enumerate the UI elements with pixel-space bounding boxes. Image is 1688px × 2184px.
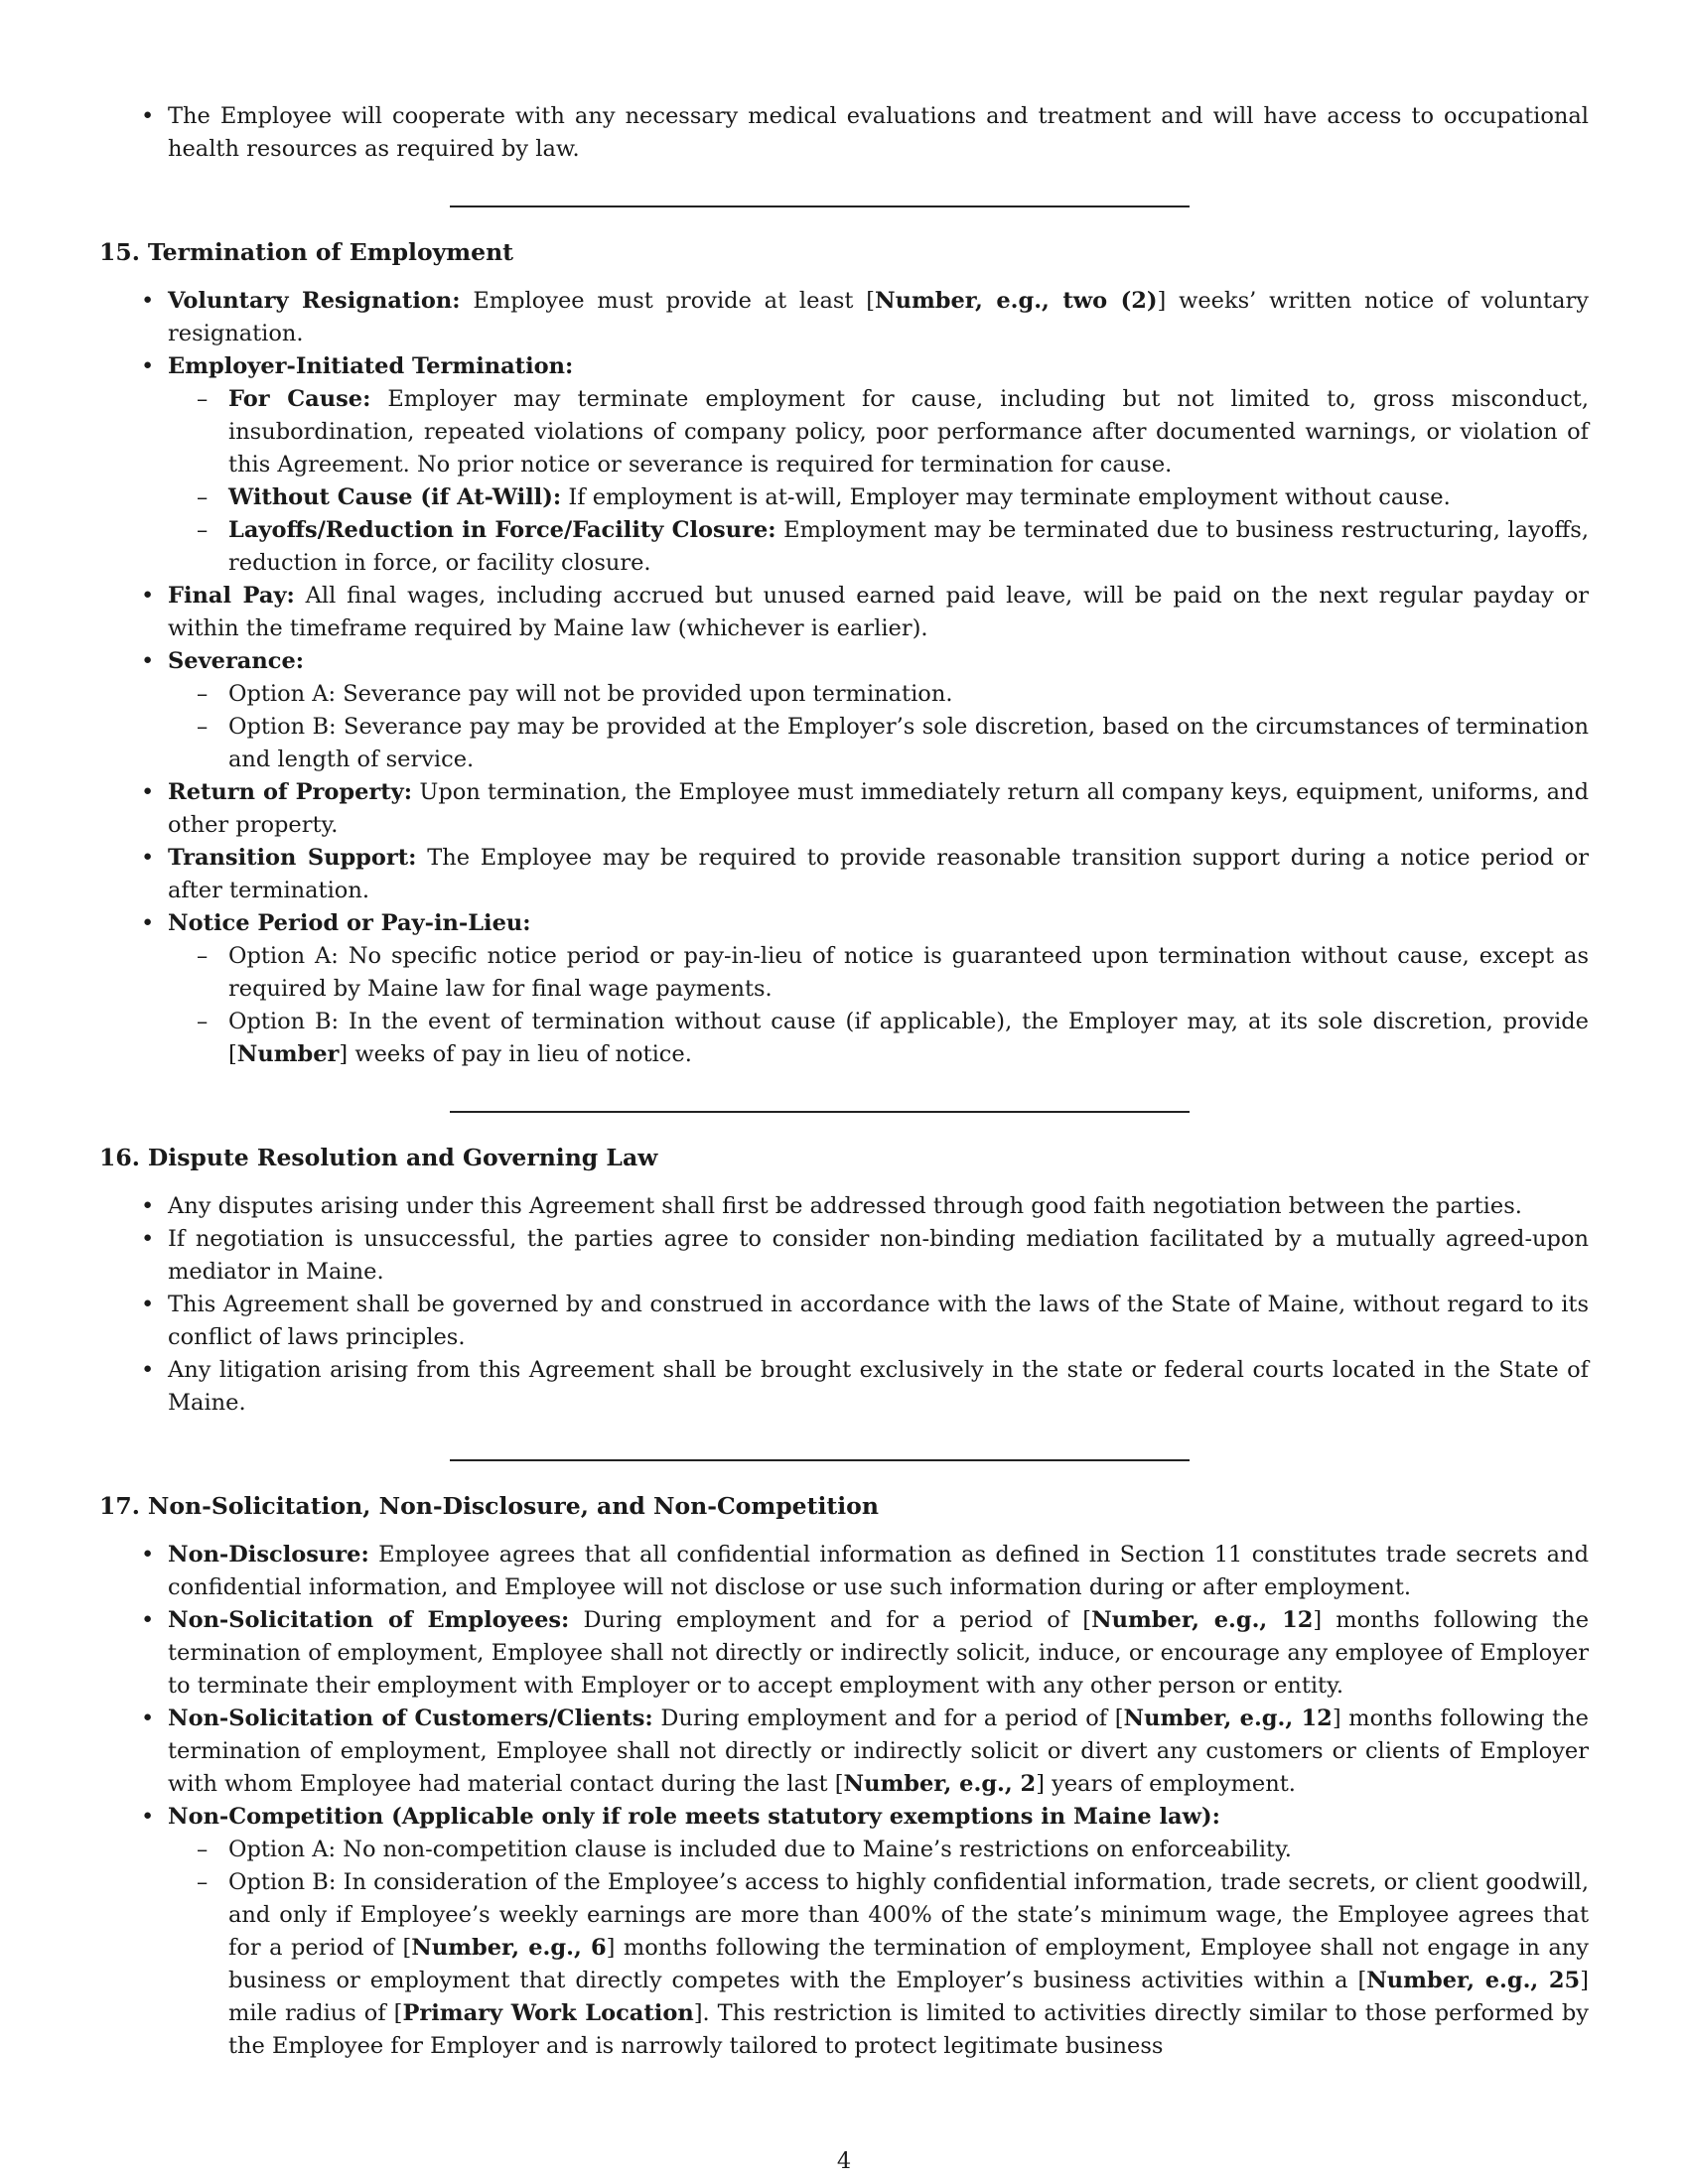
section-title: Dispute Resolution and Governing Law [147, 1144, 658, 1171]
item-text: If employment is at-will, Employer may terminate employment without cause. [561, 484, 1451, 510]
list-item: • If negotiation is unsuccessful, the parties agree to consider non-binding mediation facilitated by a mutually agreed-upon mediator in Maine. [168, 1223, 1589, 1289]
item-label: Non-Solicitation of Customers/Clients: [168, 1706, 653, 1731]
item-text: ] years of employment. [1036, 1771, 1296, 1797]
placeholder: Number [236, 1041, 340, 1067]
item-text: Employee agrees that all confidential information as defined in Section 11 constitutes trade secrets and confidential information, and Employee will not disclose or use such information during or after employment. [168, 1542, 1589, 1600]
section-title: Termination of Employment [147, 238, 514, 266]
item-text: Option B: In the event of termination without cause (if applicable), the Employer may, at its sole discretion, provide [ [228, 1009, 1589, 1067]
item-text: ] months following the termination of employment, Employee shall not directly or indirectly solicit, induce, or encourage any employee of Employer to terminate their employment with Employer or to accept employment with any other person or entity. [168, 1607, 1590, 1699]
placeholder: Number, e.g., 2 [843, 1771, 1037, 1797]
placeholder: Number, e.g., 12 [1123, 1706, 1333, 1731]
item-label: Non-Disclosure: [168, 1542, 369, 1568]
page-content [99, 100, 1589, 2063]
item-text: The Employee may be required to provide reasonable transition support during a notice period or after termination. [168, 845, 1589, 903]
section-number: 15. [99, 238, 140, 266]
item-text: ] months following the termination of employment, Employee shall not engage in any business or employment that directly competes with the Employer’s business activities within a [ [228, 1935, 1590, 1993]
list-item-non-competition [168, 1801, 1589, 2063]
placeholder: Number, e.g., 25 [1366, 1968, 1581, 1993]
section-15-heading [99, 236, 1589, 269]
section-16-list [99, 1190, 1589, 1420]
list-item-non-solicitation-customers [168, 1703, 1589, 1801]
item-label: Return of Property: [168, 779, 413, 805]
sublist-item-option-b [228, 1866, 1589, 2063]
item-label: Non-Competition (Applicable only if role meets statutory exemptions in Maine law): [168, 1804, 1220, 1830]
list-item-non-disclosure [168, 1539, 1589, 1604]
item-label: Layoffs/Reduction in Force/Facility Closure: [228, 517, 776, 543]
list-item: • Any disputes arising under this Agreement shall first be addressed through good faith negotiation between the parties. [168, 1190, 1589, 1223]
item-text: All final wages, including accrued but unused earned paid leave, will be paid on the next regular payday or within the timeframe required by Maine law (whichever is earlier). [168, 583, 1589, 641]
list-item-non-solicitation-employees [168, 1604, 1589, 1703]
page-number: 4 [836, 2148, 852, 2174]
sublist-item-option-a: – Option A: No non-competition clause is included due to Maine’s restrictions on enforceability. [228, 1834, 1589, 1866]
sublist-item-option-b [228, 1006, 1589, 1071]
item-label: Voluntary Resignation: [168, 288, 461, 314]
section-divider [450, 1111, 1190, 1113]
section-number: 17. [99, 1492, 140, 1520]
sublist [168, 1834, 1589, 2063]
item-text: Employee must provide at least [ [460, 288, 876, 314]
list-item-notice-period [168, 907, 1589, 1071]
section-divider [450, 205, 1190, 207]
item-text: Employment may be terminated due to business restructuring, layoffs, reduction in force, or facility closure. [228, 517, 1589, 576]
sublist [168, 678, 1589, 776]
list-item-return-property [168, 776, 1589, 842]
placeholder: Number, e.g., two (2) [875, 288, 1158, 314]
list-item: • This Agreement shall be governed by and construed in accordance with the laws of the State of Maine, without regard to its conflict of laws principles. [168, 1289, 1589, 1354]
sublist-item-layoffs [228, 514, 1589, 580]
section-title: Non-Solicitation, Non-Disclosure, and Non-Competition [147, 1492, 879, 1520]
list-item: • Any litigation arising from this Agreement shall be brought exclusively in the state or federal courts located in the State of Maine. [168, 1354, 1589, 1420]
item-text: ] mile radius of [ [228, 1968, 1589, 2026]
item-text: Upon termination, the Employee must immediately return all company keys, equipment, uniforms, and other property. [168, 779, 1589, 838]
sublist [168, 383, 1589, 580]
item-text: Option B: In consideration of the Employee’s access to highly confidential information, trade secrets, or client goodwill, and only if Employee’s weekly earnings are more than 400% of the state’s minimum wage, the Employee agrees that for a period of [ [228, 1869, 1589, 1961]
section-17-heading [99, 1490, 1589, 1523]
item-label: Severance: [168, 648, 305, 674]
item-label: Without Cause (if At-Will): [228, 484, 562, 510]
item-text: During employment and for a period of [ [652, 1706, 1124, 1731]
item-label: Transition Support: [168, 845, 417, 871]
sublist-item-for-cause [228, 383, 1589, 481]
item-label: For Cause: [228, 386, 371, 412]
item-label: Notice Period or Pay-in-Lieu: [168, 910, 531, 936]
list-item-employer-initiated [168, 350, 1589, 580]
placeholder: Number, e.g., 12 [1091, 1607, 1314, 1633]
item-text: During employment and for a period of [ [569, 1607, 1092, 1633]
item-text: Employer may terminate employment for cause, including but not limited to, gross misconduct, insubordination, repeated violations of company policy, poor performance after documented warnings, or violation of this Agreement. No prior notice or severance is required for termination for cause. [228, 386, 1589, 478]
list-item: • The Employee will cooperate with any necessary medical evaluations and treatment and will have access to occupational health resources as required by law. [168, 100, 1589, 166]
item-text: ]. This restriction is limited to activities directly similar to those performed by the Employee for Employer and is narrowly tailored to protect legitimate business [228, 2000, 1589, 2059]
list-item-voluntary-resignation [168, 285, 1589, 350]
section-17-list [99, 1539, 1589, 2063]
list-item-transition-support [168, 842, 1589, 907]
placeholder: Primary Work Location [402, 2000, 694, 2026]
intro-list [99, 100, 1589, 166]
section-number: 16. [99, 1144, 140, 1171]
sublist-item-option-a: – Option A: Severance pay will not be provided upon termination. [228, 678, 1589, 711]
list-item-final-pay [168, 580, 1589, 645]
section-16-heading [99, 1142, 1589, 1174]
section-divider [450, 1459, 1190, 1461]
item-text: ] weeks of pay in lieu of notice. [339, 1041, 692, 1067]
sublist-item-without-cause [228, 481, 1589, 514]
list-item-severance [168, 645, 1589, 776]
item-label: Employer-Initiated Termination: [168, 353, 574, 379]
sublist-item-option-b: – Option B: Severance pay may be provided at the Employer’s sole discretion, based on the circumstances of termination and length of service. [228, 711, 1589, 776]
sublist-item-option-a: – Option A: No specific notice period or pay-in-lieu of notice is guaranteed upon termination without cause, except as required by Maine law for final wage payments. [228, 940, 1589, 1006]
section-15-list [99, 285, 1589, 1071]
item-label: Non-Solicitation of Employees: [168, 1607, 570, 1633]
sublist [168, 940, 1589, 1071]
item-label: Final Pay: [168, 583, 295, 609]
item-text: ] weeks’ written notice of voluntary resignation. [168, 288, 1589, 346]
item-text: ] months following the termination of employment, Employee shall not directly or indirectly solicit or divert any customers or clients of Employer with whom Employee had material contact during the last [ [168, 1706, 1589, 1797]
placeholder: Number, e.g., 6 [411, 1935, 607, 1961]
